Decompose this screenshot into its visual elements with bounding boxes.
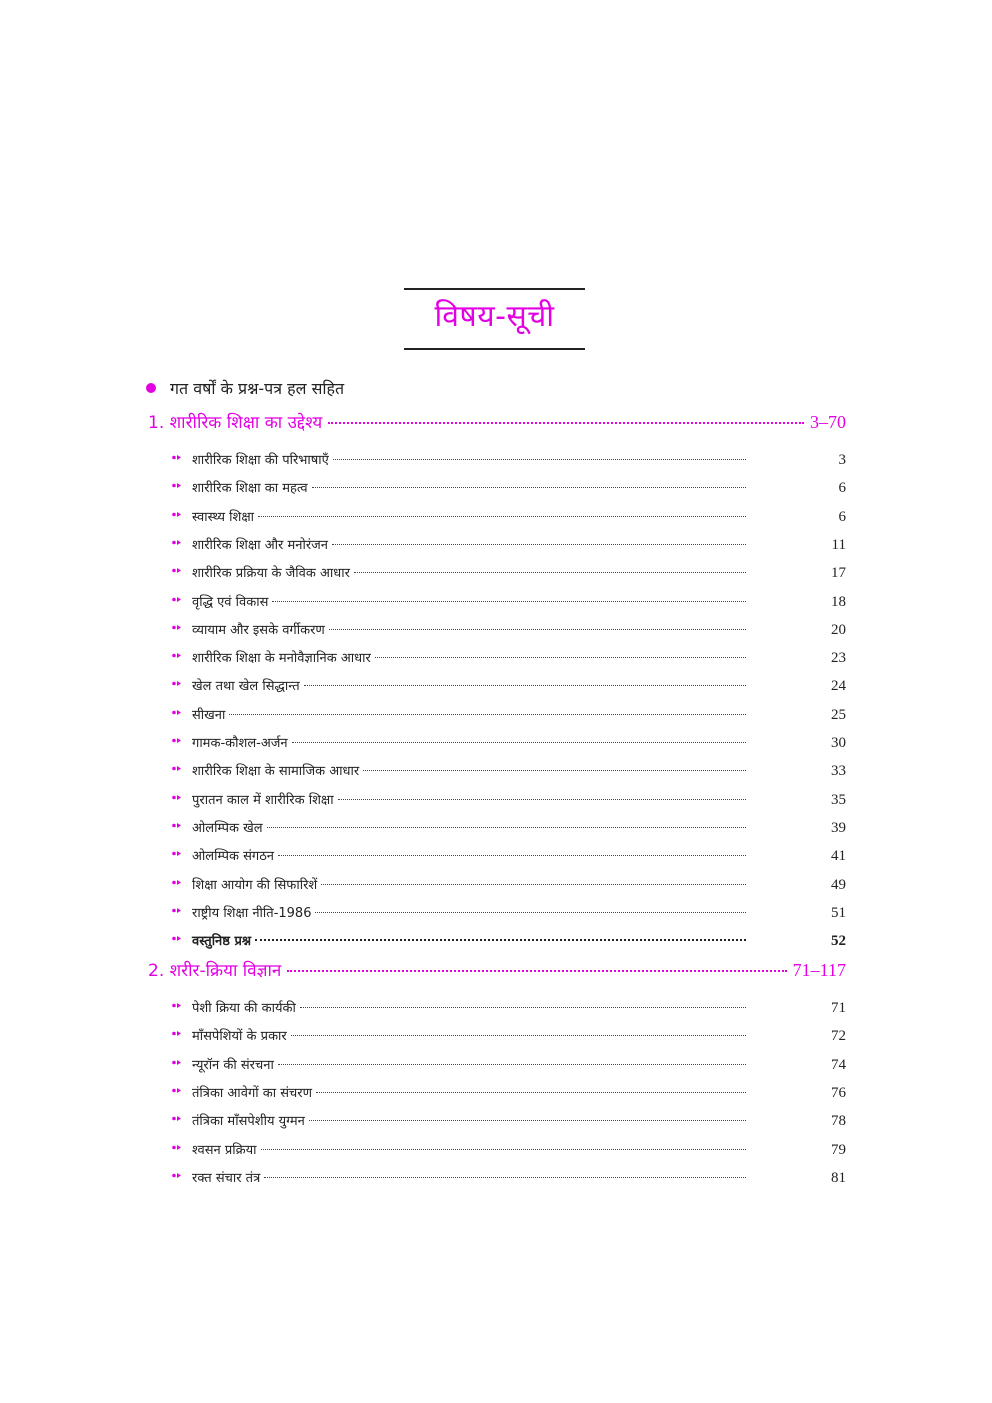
- toc-item-text: व्यायाम और इसके वर्गीकरण: [192, 622, 325, 638]
- dot-leader: [338, 799, 746, 800]
- toc-item-text: वस्तुनिष्ठ प्रश्न: [192, 934, 252, 950]
- toc-item[interactable]: [172, 592, 846, 612]
- toc-item-page: 52: [831, 933, 846, 950]
- toc-item-text: वृद्धि एवं विकास: [192, 594, 269, 610]
- toc-item-text: राष्ट्रीय शिक्षा नीति-1986: [192, 905, 312, 921]
- arrow-dot-icon: [172, 1002, 182, 1009]
- dot-leader: [278, 855, 746, 856]
- chapter-title: 2. शरीर-क्रिया विज्ञान: [148, 961, 282, 981]
- note-text: गत वर्षों के प्रश्न-पत्र हल सहित: [170, 379, 345, 398]
- toc-item-page: 25: [831, 706, 846, 723]
- toc-item-page: 49: [831, 876, 846, 893]
- toc-item[interactable]: [172, 705, 846, 725]
- toc-item-text: शारीरिक शिक्षा और मनोरंजन: [192, 537, 329, 553]
- arrow-dot-icon: [172, 482, 182, 489]
- toc-item[interactable]: [172, 1083, 846, 1103]
- title-bottom-rule: [404, 348, 585, 350]
- toc-item-text: रक्त संचार तंत्र: [192, 1170, 261, 1186]
- toc-item-page: 30: [831, 735, 846, 751]
- toc-item-text: तंत्रिका माँसपेशीय युग्मन: [192, 1114, 305, 1130]
- toc-item[interactable]: [172, 450, 846, 470]
- toc-item-page: 78: [831, 1113, 846, 1130]
- toc-item[interactable]: [172, 1140, 846, 1160]
- dot-leader: [291, 1035, 746, 1036]
- dot-leader: [329, 629, 746, 630]
- toc-item-text: ओलम्पिक खेल: [192, 820, 263, 836]
- toc-item[interactable]: [172, 846, 846, 866]
- arrow-dot-icon: [172, 822, 182, 829]
- chapter-page-range: 3–70: [810, 412, 846, 432]
- arrow-dot-icon: [172, 511, 182, 518]
- toc-item[interactable]: [172, 1055, 846, 1075]
- toc-item-text: ओलम्पिक संगठन: [192, 849, 275, 865]
- toc-item-page: 76: [831, 1084, 846, 1101]
- toc-item[interactable]: [172, 648, 846, 668]
- toc-item-text: माँसपेशियों के प्रकार: [192, 1029, 287, 1045]
- toc-item[interactable]: [172, 507, 846, 527]
- chapter-row[interactable]: [148, 410, 846, 436]
- magenta-dot-icon: [146, 383, 156, 393]
- toc-item-page: 79: [831, 1141, 846, 1158]
- dot-leader: [316, 1092, 746, 1093]
- toc-item[interactable]: [172, 676, 846, 696]
- dot-leader: [300, 1007, 746, 1008]
- toc-item[interactable]: [172, 1168, 846, 1188]
- toc-item-text: खेल तथा खेल सिद्धान्त: [192, 679, 300, 695]
- toc-item[interactable]: [172, 1111, 846, 1131]
- dot-leader: [333, 459, 746, 460]
- arrow-dot-icon: [172, 680, 182, 687]
- dot-leader: [312, 487, 746, 488]
- arrow-dot-icon: [172, 737, 182, 744]
- toc-item-text: शारीरिक शिक्षा के सामाजिक आधार: [192, 764, 360, 780]
- toc-item-page: 35: [831, 791, 846, 808]
- dot-leader: [375, 657, 746, 658]
- arrow-dot-icon: [172, 765, 182, 772]
- toc-item-page: 3: [838, 452, 846, 468]
- toc-item-text: शारीरिक शिक्षा के मनोवैज्ञानिक आधार: [192, 651, 371, 667]
- toc-item-text: तंत्रिका आवेगों का संचरण: [192, 1085, 313, 1101]
- toc-item-page: 17: [831, 565, 846, 582]
- toc-item-text: शिक्षा आयोग की सिफारिशें: [192, 877, 318, 893]
- toc-item[interactable]: [172, 790, 846, 810]
- toc-item-page: 81: [831, 1169, 846, 1186]
- toc-item-page: 24: [831, 678, 846, 695]
- toc-item-text: शारीरिक शिक्षा की परिभाषाएँ: [192, 453, 329, 468]
- toc-item[interactable]: [172, 818, 846, 838]
- page-title: विषय-सूची: [434, 299, 555, 334]
- dot-leader: [354, 572, 746, 573]
- dot-leader: [328, 422, 804, 424]
- toc-title-block: [404, 288, 585, 350]
- arrow-dot-icon: [172, 794, 182, 801]
- toc-item-page: 6: [838, 508, 846, 525]
- dot-leader: [272, 601, 746, 602]
- toc-item[interactable]: [172, 761, 846, 781]
- title-top-rule: [404, 288, 585, 290]
- toc-item-text: स्वास्थ्य शिक्षा: [192, 509, 255, 525]
- toc-item-page: 41: [831, 848, 846, 865]
- arrow-dot-icon: [172, 935, 182, 942]
- toc-item[interactable]: [172, 535, 846, 555]
- toc-item[interactable]: [172, 1026, 846, 1046]
- toc-item[interactable]: [172, 478, 846, 498]
- arrow-dot-icon: [172, 1030, 182, 1037]
- toc-item[interactable]: [172, 903, 846, 923]
- dot-leader: [304, 685, 746, 686]
- dot-leader: [229, 714, 746, 715]
- toc-item-page: 23: [831, 650, 846, 667]
- solved-papers-note: [142, 377, 344, 399]
- toc-item[interactable]: [172, 733, 846, 753]
- arrow-dot-icon: [172, 454, 182, 461]
- toc-item[interactable]: [172, 931, 846, 951]
- toc-item-text: पुरातन काल में शारीरिक शिक्षा: [192, 792, 334, 808]
- arrow-dot-icon: [172, 652, 182, 659]
- toc-item-page: 51: [831, 904, 846, 921]
- dot-leader: [321, 884, 746, 885]
- chapter-title: 1. शारीरिक शिक्षा का उद्देश्य: [148, 413, 323, 433]
- arrow-dot-icon: [172, 907, 182, 914]
- toc-item-page: 11: [831, 536, 846, 553]
- arrow-dot-icon: [172, 850, 182, 857]
- toc-item[interactable]: [172, 620, 846, 640]
- toc-item-text: शारीरिक शिक्षा का महत्व: [192, 481, 308, 497]
- toc-item-page: 71: [831, 1000, 846, 1016]
- arrow-dot-icon: [172, 539, 182, 546]
- dot-leader: [287, 970, 786, 972]
- dot-leader: [278, 1064, 746, 1065]
- arrow-dot-icon: [172, 879, 182, 886]
- toc-item[interactable]: [172, 563, 846, 583]
- chapter-page-range: 71–117: [792, 960, 846, 980]
- dot-leader: [292, 742, 746, 743]
- dot-leader: [309, 1120, 746, 1121]
- dot-leader: [267, 827, 746, 828]
- dot-leader: [255, 939, 746, 941]
- toc-item-page: 72: [831, 1028, 846, 1045]
- arrow-dot-icon: [172, 624, 182, 631]
- toc-item-page: 18: [831, 593, 846, 610]
- toc-item[interactable]: [172, 998, 846, 1018]
- dot-leader: [261, 1149, 746, 1150]
- arrow-dot-icon: [172, 1172, 182, 1179]
- toc-item-page: 33: [831, 763, 846, 780]
- arrow-dot-icon: [172, 1144, 182, 1151]
- toc-item-text: सीखना: [192, 707, 226, 723]
- toc-item-page: 6: [838, 480, 846, 497]
- toc-item-page: 74: [831, 1056, 846, 1073]
- dot-leader: [258, 516, 746, 517]
- dot-leader: [264, 1177, 746, 1178]
- arrow-dot-icon: [172, 1087, 182, 1094]
- toc-item-text: शारीरिक प्रक्रिया के जैविक आधार: [192, 566, 350, 582]
- arrow-dot-icon: [172, 709, 182, 716]
- arrow-dot-icon: [172, 567, 182, 574]
- arrow-dot-icon: [172, 1059, 182, 1066]
- chapter-row[interactable]: [148, 958, 846, 984]
- toc-item-page: 20: [831, 621, 846, 638]
- dot-leader: [363, 770, 746, 771]
- toc-item[interactable]: [172, 875, 846, 895]
- dot-leader: [332, 544, 746, 545]
- toc-item-text: श्वसन प्रक्रिया: [192, 1142, 257, 1158]
- toc-item-text: गामक-कौशल-अर्जन: [192, 736, 288, 751]
- arrow-dot-icon: [172, 596, 182, 603]
- arrow-dot-icon: [172, 1115, 182, 1122]
- toc-item-page: 39: [831, 819, 846, 836]
- dot-leader: [315, 912, 746, 913]
- toc-item-text: न्यूरॉन की संरचना: [192, 1057, 274, 1073]
- toc-item-text: पेशी क्रिया की कार्यकी: [192, 1001, 296, 1016]
